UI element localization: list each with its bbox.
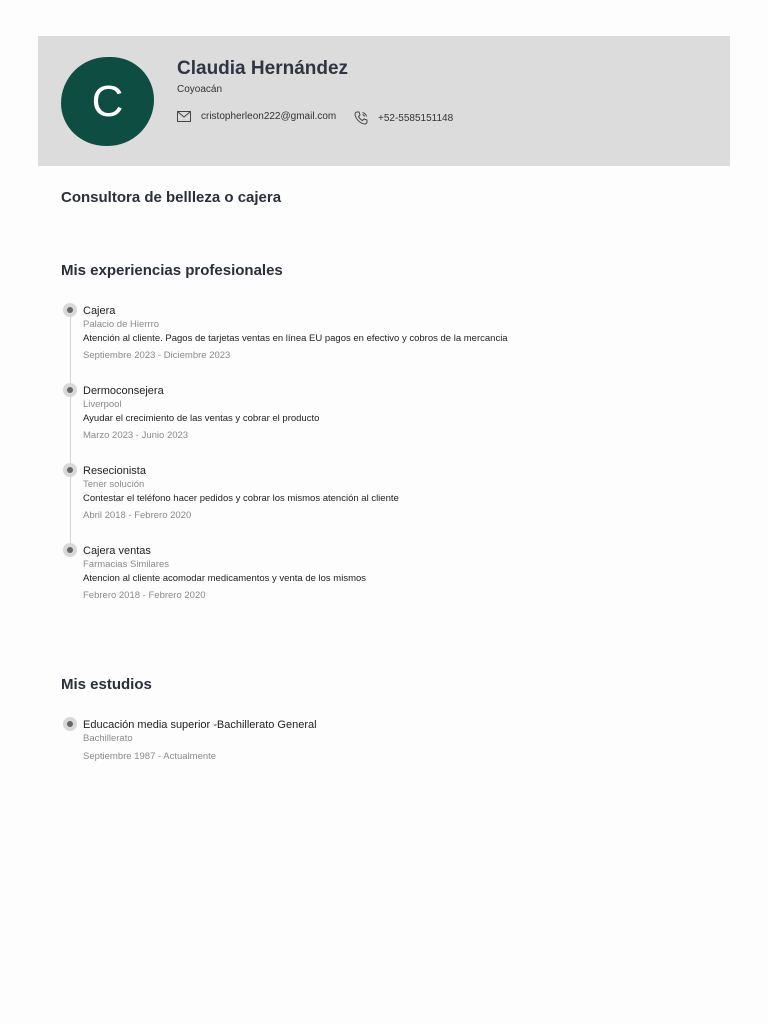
job-dates: Septiembre 2023 - Diciembre 2023 [83, 350, 231, 361]
experience-section-title: Mis experiencias profesionales [61, 262, 283, 279]
job-description: Contestar el teléfono hacer pedidos y cobrar los mismos atención al cliente [83, 493, 399, 504]
job-role: Cajera ventas [83, 545, 151, 557]
job-role: Dermoconsejera [83, 385, 164, 397]
job-role: Resecionista [83, 465, 146, 477]
timeline-dot [63, 463, 77, 477]
timeline-dot [63, 383, 77, 397]
job-company: Farmacias Similares [83, 559, 170, 570]
job-description: Atención al cliente. Pagos de tarjetas ventas en línea EU pagos en efectivo y cobros de la mercancia [83, 333, 508, 344]
contact-phone[interactable] [354, 111, 453, 125]
timeline-dot [63, 303, 77, 317]
email-text[interactable]: cristopherleon222@gmail.com [201, 111, 337, 122]
job-dates: Marzo 2023 - Junio 2023 [83, 430, 189, 441]
phone-icon [354, 111, 368, 125]
candidate-name: Claudia Hernández [177, 58, 349, 79]
education-section-title: Mis estudios [61, 676, 152, 693]
job-company: Liverpool [83, 399, 122, 410]
avatar [61, 57, 154, 146]
degree-dates: Septiembre 1987 - Actualmente [83, 751, 217, 762]
timeline-dot [63, 543, 77, 557]
avatar-initial: C [91, 76, 124, 126]
job-company: Palacio de Hierrro [83, 319, 160, 330]
contact-email[interactable] [177, 111, 336, 122]
job-company: Tener solución [83, 479, 145, 490]
degree-type: Bachillerato [83, 733, 133, 744]
phone-text[interactable]: +52-5585151148 [378, 112, 454, 124]
objective-title: Consultora de bellleza o cajera [61, 189, 282, 206]
candidate-city: Coyoacán [177, 84, 223, 95]
job-role: Cajera [83, 305, 116, 317]
job-dates: Abril 2018 - Febrero 2020 [83, 510, 192, 521]
envelope-icon [177, 111, 191, 122]
experience-timeline [70, 309, 71, 549]
job-description: Atencion al cliente acomodar medicamentos y venta de los mismos [83, 573, 367, 584]
degree-title: Educación media superior -Bachillerato General [83, 719, 317, 731]
profile-header [38, 36, 730, 166]
timeline-dot [63, 717, 77, 731]
job-description: Ayudar el crecimiento de las ventas y cobrar el producto [83, 413, 320, 424]
job-dates: Febrero 2018 - Febrero 2020 [83, 590, 206, 601]
